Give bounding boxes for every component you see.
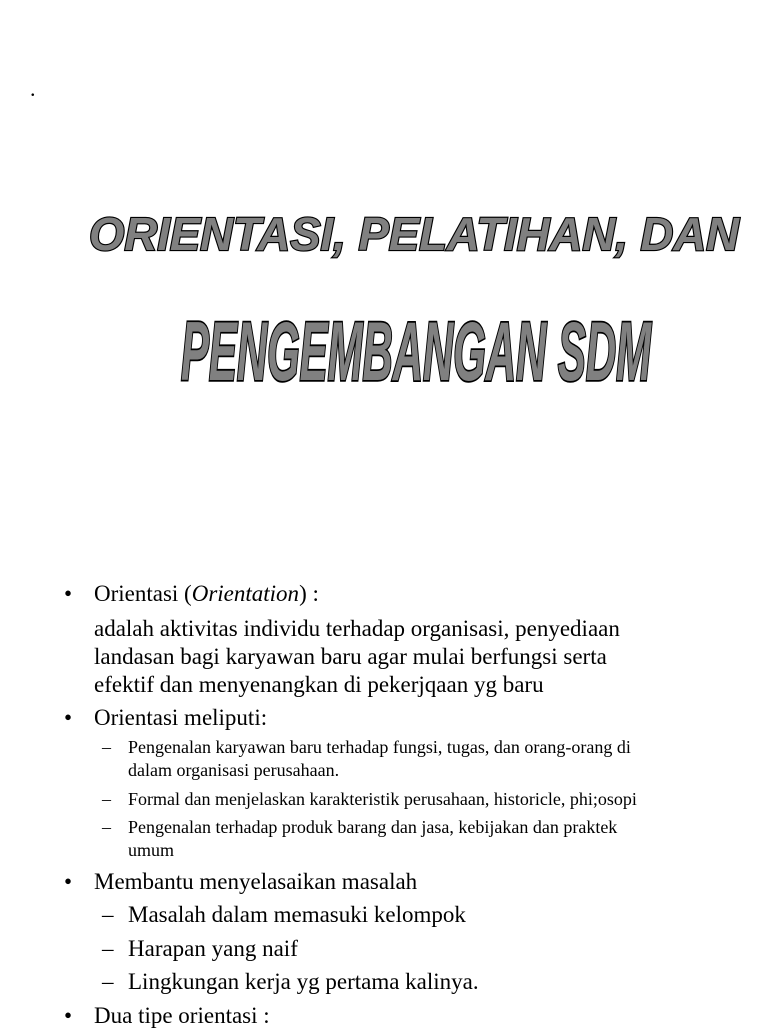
bullet-orientasi-meliputi <box>64 705 268 730</box>
definition-line-1: adalah aktivitas individu terhadap organisasi, penyediaan <box>94 616 620 641</box>
dash-marker: – <box>102 789 111 809</box>
dash-marker: – <box>102 737 111 757</box>
bullet-text: Orientasi meliputi: <box>94 705 268 730</box>
title-line-1: ORIENTASI, PELATIHAN, DAN <box>89 208 741 261</box>
bullet-orientasi <box>64 581 319 606</box>
sub-item-continuation: umum <box>128 840 175 860</box>
sub-item-text: Pengenalan karyawan baru terhadap fungsi, tugas, dan orang-orang di <box>128 737 631 757</box>
dash-marker: – <box>102 817 111 837</box>
sub-item-text: Formal dan menjelaskan karakteristik perusahaan, historicle, phi;osopi <box>128 789 637 809</box>
bullet-marker: • <box>64 705 73 730</box>
sub-item <box>102 789 637 809</box>
bullet-text: Dua tipe orientasi : <box>94 1003 270 1028</box>
sub-item <box>102 936 298 961</box>
sub-item <box>102 817 618 837</box>
bullet-marker: • <box>64 581 73 606</box>
definition-line-2: landasan bagi karyawan baru agar mulai berfungsi serta <box>94 644 607 669</box>
bullet-marker: • <box>64 869 73 894</box>
bullet-suffix: ) : <box>299 581 319 606</box>
definition-line-3: efektif dan menyenangkan di pekerjqaan yg baru <box>94 672 544 697</box>
sub-item-continuation: dalam organisasi perusahaan. <box>128 760 340 780</box>
dash-marker: – <box>102 936 114 961</box>
dash-marker: – <box>102 902 114 927</box>
sub-item-text: Harapan yang naif <box>128 936 298 961</box>
sub-item-text: Pengenalan terhadap produk barang dan jasa, kebijakan dan praktek <box>128 817 618 837</box>
bullet-prefix: Orientasi ( <box>94 581 192 606</box>
bullet-membantu <box>64 869 418 894</box>
title-line-2: PENGEMBANGAN SDM <box>181 304 652 398</box>
bullet-italic-term: Orientation <box>191 581 300 606</box>
sub-item-text: Masalah dalam memasuki kelompok <box>128 902 466 927</box>
sub-item <box>102 969 479 994</box>
bullet-marker: • <box>64 1003 73 1028</box>
sub-item <box>102 902 466 927</box>
sub-item-text: Lingkungan kerja yg pertama kalinya. <box>128 969 479 994</box>
bullet-text: Membantu menyelasaikan masalah <box>94 869 418 894</box>
dash-marker: – <box>102 969 114 994</box>
sub-item <box>102 737 631 757</box>
page-dot: . <box>30 76 36 101</box>
